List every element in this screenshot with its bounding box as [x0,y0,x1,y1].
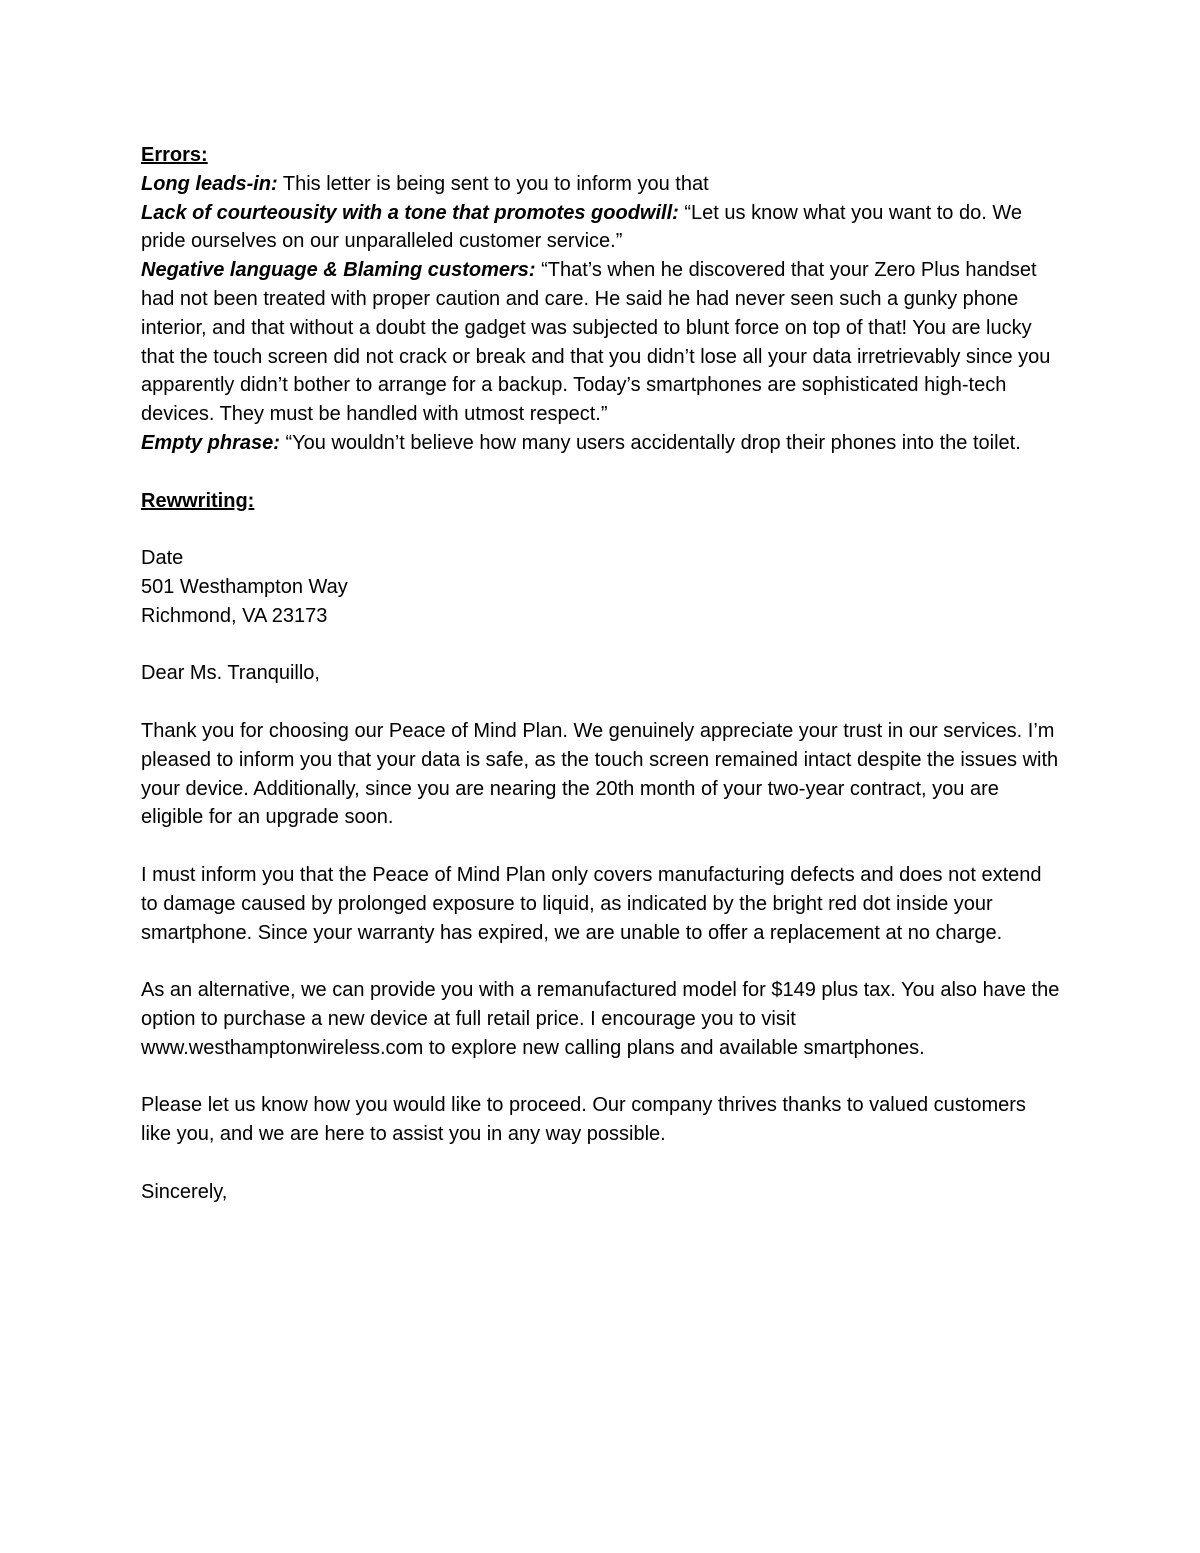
letter-paragraph-3: As an alternative, we can provide you with a remanufactured model for $149 plus tax. You also have the option to purchase a new device at full retail price. I encourage you to visit www.westhamptonwireless.com to explore new calling plans and available smartphones. [141,979,1060,1059]
error-text: “Let us know what you want to do. We pride ourselves on our unparalleled customer service.” [141,201,1022,253]
spacer [141,458,1061,487]
letter-date: Date [141,547,184,570]
address-line-1: 501 Westhampton Way [141,575,348,598]
letter-closing: Sincerely, [141,1180,228,1203]
rewriting-heading: Rewwriting: [141,489,255,512]
error-item-empty-phrase [141,429,1061,458]
letter-paragraph-4: Please let us know how you would like to proceed. Our company thrives thanks to valued customers like you, and we are here to assist you in any way possible. [141,1094,1026,1146]
error-text: This letter is being sent to you to inform you that [277,172,709,195]
error-label: Long leads-in: [141,172,278,195]
address-line-2: Richmond, VA 23173 [141,604,328,627]
spacer [141,947,1061,976]
spacer [141,688,1061,717]
spacer [141,1063,1061,1092]
error-label: Lack of courteousity with a tone that promotes goodwill: [141,201,679,224]
error-label: Empty phrase: [141,431,280,454]
spacer [141,631,1061,660]
letter-paragraph-2: I must inform you that the Peace of Mind Plan only covers manufacturing defects and does not extend to damage caused by prolonged exposure to liquid, as indicated by the bright red dot inside your smartphone. Since your warranty has expired, we are unable to offer a replacement at no charge. [141,863,1042,944]
error-text: “You wouldn’t believe how many users accidentally drop their phones into the toilet. [279,431,1021,454]
error-item-long-lead-in [141,170,1061,199]
spacer [141,515,1061,544]
spacer [141,832,1061,861]
error-item-negative-language [141,256,1061,429]
document-page [141,141,1061,1206]
error-item-courtesy [141,199,1061,257]
error-text: “That’s when he discovered that your Zero Plus handset had not been treated with proper caution and care. He said he had never seen such a gunky phone interior, and that without a doubt the gadget was subjected to blunt force on top of that! You are lucky that the touch screen did not crack or break and that you didn’t lose all your data irretrievably since you apparently didn’t bother to arrange for a backup. Today’s smartphones are sophisticated high-tech devices. They must be handled with utmost respect.” [141,259,1051,426]
spacer [141,1149,1061,1178]
letter-paragraph-1: Thank you for choosing our Peace of Mind Plan. We genuinely appreciate your trust in our services. I’m pleased to inform you that your data is safe, as the touch screen remained intact despite the issues with your device. Additionally, since you are nearing the 20th month of your two-year contract, you are eligible for an upgrade soon. [141,719,1059,829]
errors-heading: Errors: [141,144,208,166]
error-label: Negative language & Blaming customers: [141,259,542,282]
salutation: Dear Ms. Tranquillo, [141,662,320,685]
